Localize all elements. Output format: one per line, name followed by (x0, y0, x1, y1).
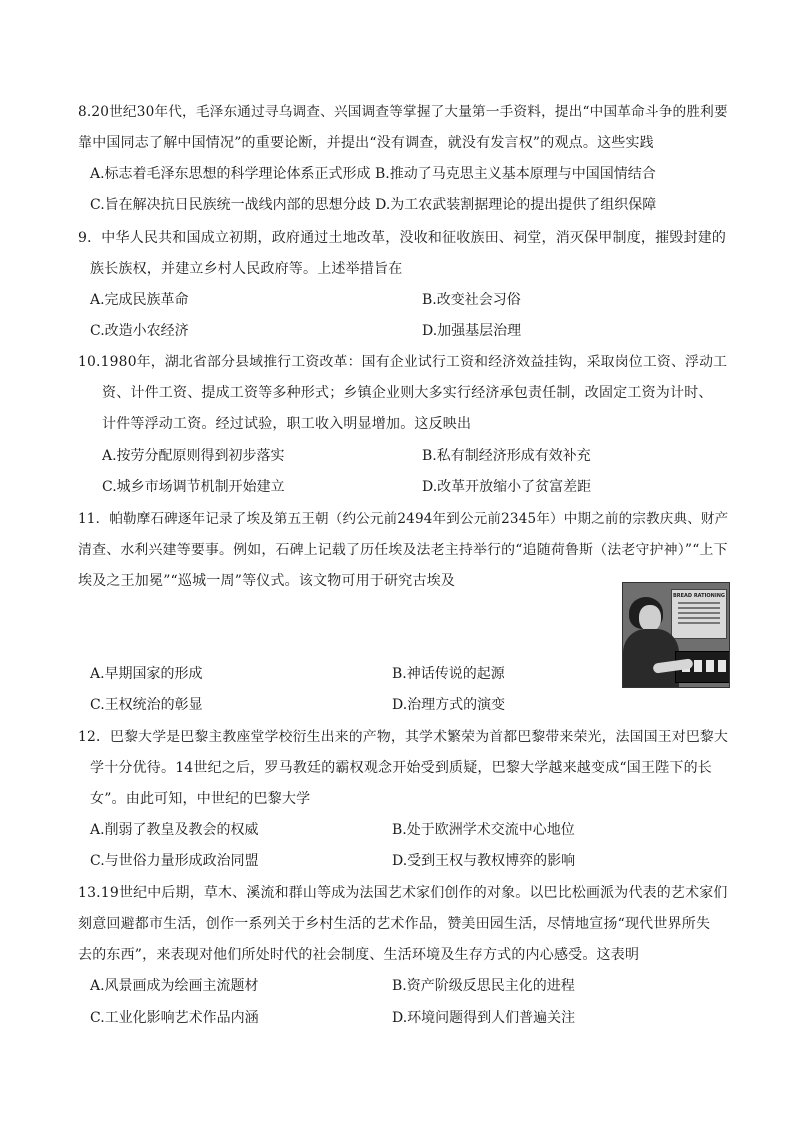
q10-option-c: C.城乡市场调节机制开始建立 (102, 479, 285, 495)
woman-face (639, 605, 661, 631)
q13-option-b: B.资产阶级反思民主化的进程 (392, 978, 575, 994)
bread-rationing-poster (671, 589, 727, 639)
q10-line-1: 10.1980年，湖北省部分县域推行工资改革：国有企业试行工资和经济效益挂钩，采取岗位工资、浮动工 (78, 354, 728, 370)
q13-option-d: D.环境问题得到人们普遍关注 (392, 1010, 576, 1026)
q13-option-a: A.风景画成为绘画主流题材 (90, 978, 259, 994)
q8-option-ab: A.标志着毛泽东思想的科学理论体系正式形成 B.推动了马克思主义基本原理与中国国情结合 (90, 166, 656, 182)
q9-option-c: C.改造小农经济 (90, 323, 189, 339)
poster-title: BREAD RATIONING (672, 593, 726, 599)
q11-option-c: C.王权统治的彰显 (90, 697, 203, 713)
q12-option-c: C.与世俗力量形成政治同盟 (90, 853, 259, 869)
q10-line-3: 计件等浮动工资。经过试验，职工收入明显增加。这反映出 (102, 416, 472, 432)
q13-option-c: C.工业化影响艺术作品内涵 (90, 1010, 259, 1026)
q13-line-1: 13.19世纪中后期，草木、溪流和群山等成为法国艺术家们创作的对象。以巴比松画派为代表的艺术家们 (78, 885, 728, 901)
q9-option-b: B.改变社会习俗 (422, 292, 521, 308)
q11-option-b: B.神话传说的起源 (392, 666, 505, 682)
q8-option-cd: C.旨在解决抗日民族统一战线内部的思想分歧 D.为工农武装割据理论的提出提供了组织保障 (90, 197, 657, 213)
q9-line-2: 族长族权，并建立乡村人民政府等。上述举措旨在 (90, 261, 403, 277)
q8-line-1: 8.20世纪30年代，毛泽东通过寻乌调查、兴国调查等掌握了大量第一手资料，提出“中国革命斗争的胜利要 (78, 104, 728, 120)
q9-option-d: D.加强基层治理 (422, 323, 522, 339)
q12-option-b: B.处于欧洲学术交流中心地位 (392, 822, 575, 838)
q8-line-2: 靠中国同志了解中国情况”的重要论断，并提出“没有调查，就没有发言权”的观点。这些实践 (78, 135, 654, 151)
rationing-photo (622, 582, 730, 688)
q10-line-2: 资、计件工资、提成工资等多种形式；乡镇企业则大多实行经济承包责任制，改固定工资为计时、 (102, 385, 713, 401)
q13-line-2: 刻意回避都市生活，创作一系列关于乡村生活的艺术作品，赞美田园生活，尽情地宣扬“现代世界所失 (78, 916, 711, 932)
q11-line-1: 11．帕勒摩石碑逐年记录了埃及第五王朝（约公元前2494年到公元前2345年）中期之前的宗教庆典、财产 (78, 511, 729, 527)
woman-body (623, 629, 679, 688)
q12-line-2: 学十分优待。14世纪之后，罗马教廷的霸权观念开始受到质疑，巴黎大学越来越变成“国王陛下的长 (90, 760, 712, 776)
q12-option-d: D.受到王权与教权博弈的影响 (392, 853, 576, 869)
q11-option-d: D.治理方式的演变 (392, 697, 506, 713)
q9-line-1: 9．中华人民共和国成立初期，政府通过土地改革，没收和征收族田、祠堂，消灭保甲制度，摧毁封建的 (78, 230, 727, 246)
q10-option-d: D.改革开放缩小了贫富差距 (422, 479, 592, 495)
q12-line-1: 12．巴黎大学是巴黎主教座堂学校衍生出来的产物，其学术繁荣为首都巴黎带来荣光，法国国王对巴黎大 (78, 729, 728, 745)
q11-option-a: A.早期国家的形成 (90, 666, 203, 682)
q12-option-a: A.削弱了教皇及教会的权威 (90, 822, 259, 838)
q10-option-b: B.私有制经济形成有效补充 (422, 448, 591, 464)
q10-option-a: A.按劳分配原则得到初步落实 (102, 448, 285, 464)
q12-line-3: 女”。由此可知，中世纪的巴黎大学 (90, 791, 311, 807)
q9-option-a: A.完成民族革命 (90, 292, 189, 308)
q11-line-3: 埃及之王加冕”“巡城一周”等仪式。该文物可用于研究古埃及 (78, 573, 456, 589)
q11-line-2: 清查、水利兴建等要事。例如，石碑上记载了历任埃及法老主持举行的“追随荷鲁斯（法老守护神）”“上下 (78, 542, 728, 558)
q13-line-3: 去的东西”，来表现对他们所处时代的社会制度、生活环境及生存方式的内心感受。这表明 (78, 947, 640, 963)
